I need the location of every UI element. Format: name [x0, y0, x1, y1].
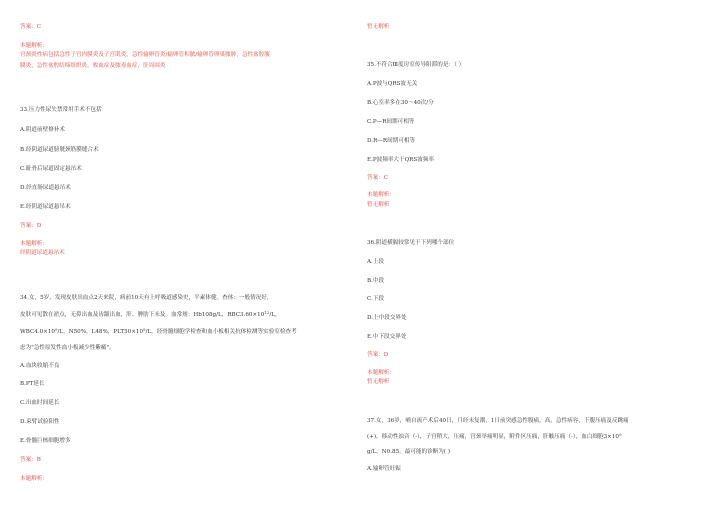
- q34-option-e: E.骨髓巨核细胞增多: [20, 438, 71, 444]
- q37-stem-line3: g/L，N0.85。最可能的诊断为( ): [367, 449, 451, 455]
- q34-option-d: D.束臂试验阳性: [20, 419, 60, 425]
- q36-option-a: A.上段: [367, 259, 385, 265]
- q34-option-c: C.出血时间延长: [20, 400, 60, 406]
- q34-answer: 答案：B: [20, 457, 41, 463]
- q34-stem-line3: $WBC4.0\times 10^9/L$，N50%，L48%，$PLT50\times 10^9/L$。经骨髓细胞学检查和血小板相关抗体检测等实验室检查考: [20, 327, 297, 335]
- q36-option-d: D.上中段交界处: [367, 315, 407, 321]
- q33-analysis-text: 经阴道尿道悬吊术: [20, 250, 65, 256]
- q36-option-b: B.中段: [367, 278, 385, 284]
- q36-analysis-label: 本题解析：: [367, 370, 395, 376]
- q35-option-d: D.R—R间期可相等: [367, 138, 416, 144]
- q35-analysis-text: 暂无解析: [367, 202, 390, 208]
- q36-option-c: C.下段: [367, 296, 385, 302]
- q35-option-c: C.P—R间期可相等: [367, 119, 415, 125]
- q33-option-c: C.耻骨后尿道固定悬吊术: [20, 166, 82, 172]
- q34-stem-line2: 皮肤可见散在淤点，无鼻出血及齿龈出血，肝、脾肋下未及。血常规：Hb108g/L，$RBC3.60\times 10^{12}/L$，: [20, 310, 281, 318]
- q36-stem: 36.阴道横膈较常见于下列哪个部位: [367, 240, 455, 246]
- q34-option-b: B.PT延长: [20, 381, 45, 387]
- q33-option-d: D.经直肠尿道悬吊术: [20, 185, 71, 191]
- q35-stem: 35.不符合Ⅲ度房室传导阻滞的是：（ ）: [367, 62, 465, 68]
- q37-option-a: A.输卵管妊娠: [367, 466, 401, 472]
- q34-analysis-label: 本题解析：: [20, 476, 48, 482]
- q32-answer: 答案：C: [20, 24, 42, 30]
- q36-option-e: E.中下段交界处: [367, 334, 407, 340]
- q33-option-a: A.阴道前壁修补术: [20, 127, 65, 133]
- q32-analysis-line2: 膜炎，急性盆腔结缔组织炎，败血症及脓毒血症，肝周围炎: [20, 63, 166, 69]
- q34-stem-line4: 虑为"急性原发性血小板减少性紫癜"。: [20, 345, 115, 351]
- q35-option-e: E.P波频率大于QRS波频率: [367, 157, 435, 163]
- q32-analysis-label: 本题解析：: [20, 43, 48, 49]
- q36-answer: 答案：D: [367, 352, 389, 358]
- q35-option-a: A.P波与QRS波无关: [367, 81, 418, 87]
- q34-stem-line1: 34.女，5岁，发现皮肤出血点2天来院，病前10天有上呼吸道感染史，平素体健。查体：一般情况好，: [20, 295, 273, 301]
- q33-answer: 答案：D: [20, 223, 42, 229]
- q37-stem-line1: 37.女，36岁，哺自流产术后40日，月经未复潮，1日前突感急性腹痛，高，急性病容，下腹压痛及反跳痛: [367, 418, 629, 424]
- q35-answer: 答案：C: [367, 175, 389, 181]
- q36-analysis-text: 暂无解析: [367, 379, 390, 385]
- q32-analysis-line1: 宫颈炎性病包括急性子宫内膜炎及子宫肌炎，急性输卵管炎/输卵管积脓/输卵管卵巢脓肿，急性盆腔腹: [20, 52, 270, 58]
- q35-option-b: B.心室率多在30～40次/分: [367, 100, 434, 106]
- q37-stem-line2: (+)，移动性浊音（-），子宫稍大，压痛，宫颈举痛明显，附件区压痛，肝触压痛（-），血白细胞$3\times 10^9$: [367, 432, 622, 440]
- q33-analysis-label: 本题解析：: [20, 241, 48, 247]
- q34-option-a: A.血块收缩不良: [20, 363, 60, 369]
- q34-analysis-text: 暂无解析: [367, 24, 390, 30]
- q35-analysis-label: 本题解析：: [367, 192, 395, 198]
- q33-option-b: B.经阴道尿道膀胱颈筋膜缝合术: [20, 147, 99, 153]
- q33-stem: 33.压力性尿失禁常用手术不包括: [20, 107, 102, 113]
- q33-option-e: E.经阴道尿道悬吊术: [20, 204, 71, 210]
